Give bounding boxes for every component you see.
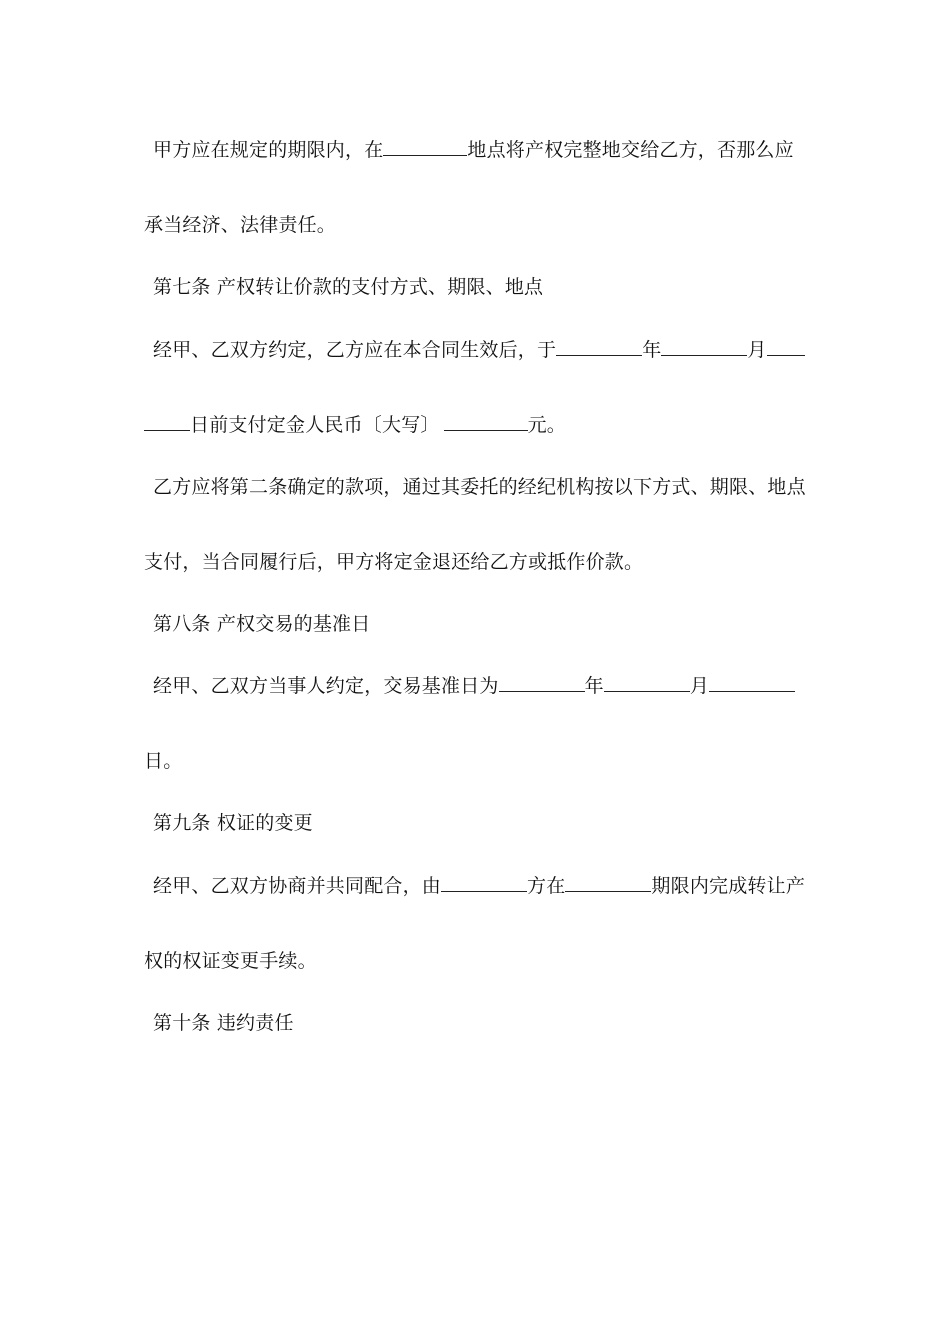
fill-blank-amount — [444, 412, 528, 431]
fill-blank-year — [556, 337, 642, 356]
fill-blank-year — [499, 673, 585, 692]
article-7-heading: 第七条 产权转让价款的支付方式、期限、地点 — [153, 276, 544, 298]
fill-blank-period — [565, 873, 651, 892]
paragraph-line — [144, 212, 336, 238]
article-10-heading: 第十条 违约责任 — [153, 1012, 294, 1034]
text-segment: 月 — [747, 339, 767, 361]
text-segment: 经甲、乙双方约定，乙方应在本合同生效后，于 — [153, 339, 557, 361]
paragraph-line — [153, 137, 794, 163]
text-segment: 年 — [642, 339, 662, 361]
fill-blank-location — [383, 137, 467, 156]
text-segment: 方在 — [527, 875, 566, 897]
paragraph-line — [144, 412, 566, 438]
fill-blank-day — [144, 412, 190, 431]
text-segment: 日前支付定金人民币〔大写〕 — [190, 414, 440, 436]
article-9-heading: 第九条 权证的变更 — [153, 812, 313, 834]
fill-blank-month — [661, 337, 747, 356]
text-segment: 甲方应在规定的期限内，在 — [153, 139, 384, 161]
text-segment: 经甲、乙双方协商并共同配合，由 — [153, 875, 442, 897]
text-segment: 期限内完成转让产 — [651, 875, 806, 897]
text-segment: 元。 — [527, 414, 567, 436]
article-8-heading: 第八条 产权交易的基准日 — [153, 613, 371, 635]
paragraph-line — [153, 673, 795, 699]
paragraph-line: 日。 — [144, 750, 183, 772]
text-segment: 年 — [584, 675, 604, 697]
text-segment: 经甲、乙双方当事人约定，交易基准日为 — [153, 675, 499, 697]
paragraph-line — [153, 873, 805, 899]
fill-blank-day — [767, 337, 805, 356]
fill-blank-party — [441, 873, 527, 892]
paragraph-line — [153, 337, 805, 363]
fill-blank-day — [709, 673, 795, 692]
paragraph-line: 支付，当合同履行后，甲方将定金退还给乙方或抵作价款。 — [144, 551, 644, 573]
paragraph-line: 乙方应将第二条确定的款项，通过其委托的经纪机构按以下方式、期限、地点 — [153, 476, 806, 498]
paragraph-line: 权的权证变更手续。 — [144, 950, 317, 972]
text-segment: 月 — [689, 675, 710, 697]
text-segment: 地点将产权完整地交给乙方，否那么应 — [467, 139, 794, 161]
text-segment: 承当经济、法律责任。 — [144, 214, 337, 236]
fill-blank-month — [604, 673, 690, 692]
